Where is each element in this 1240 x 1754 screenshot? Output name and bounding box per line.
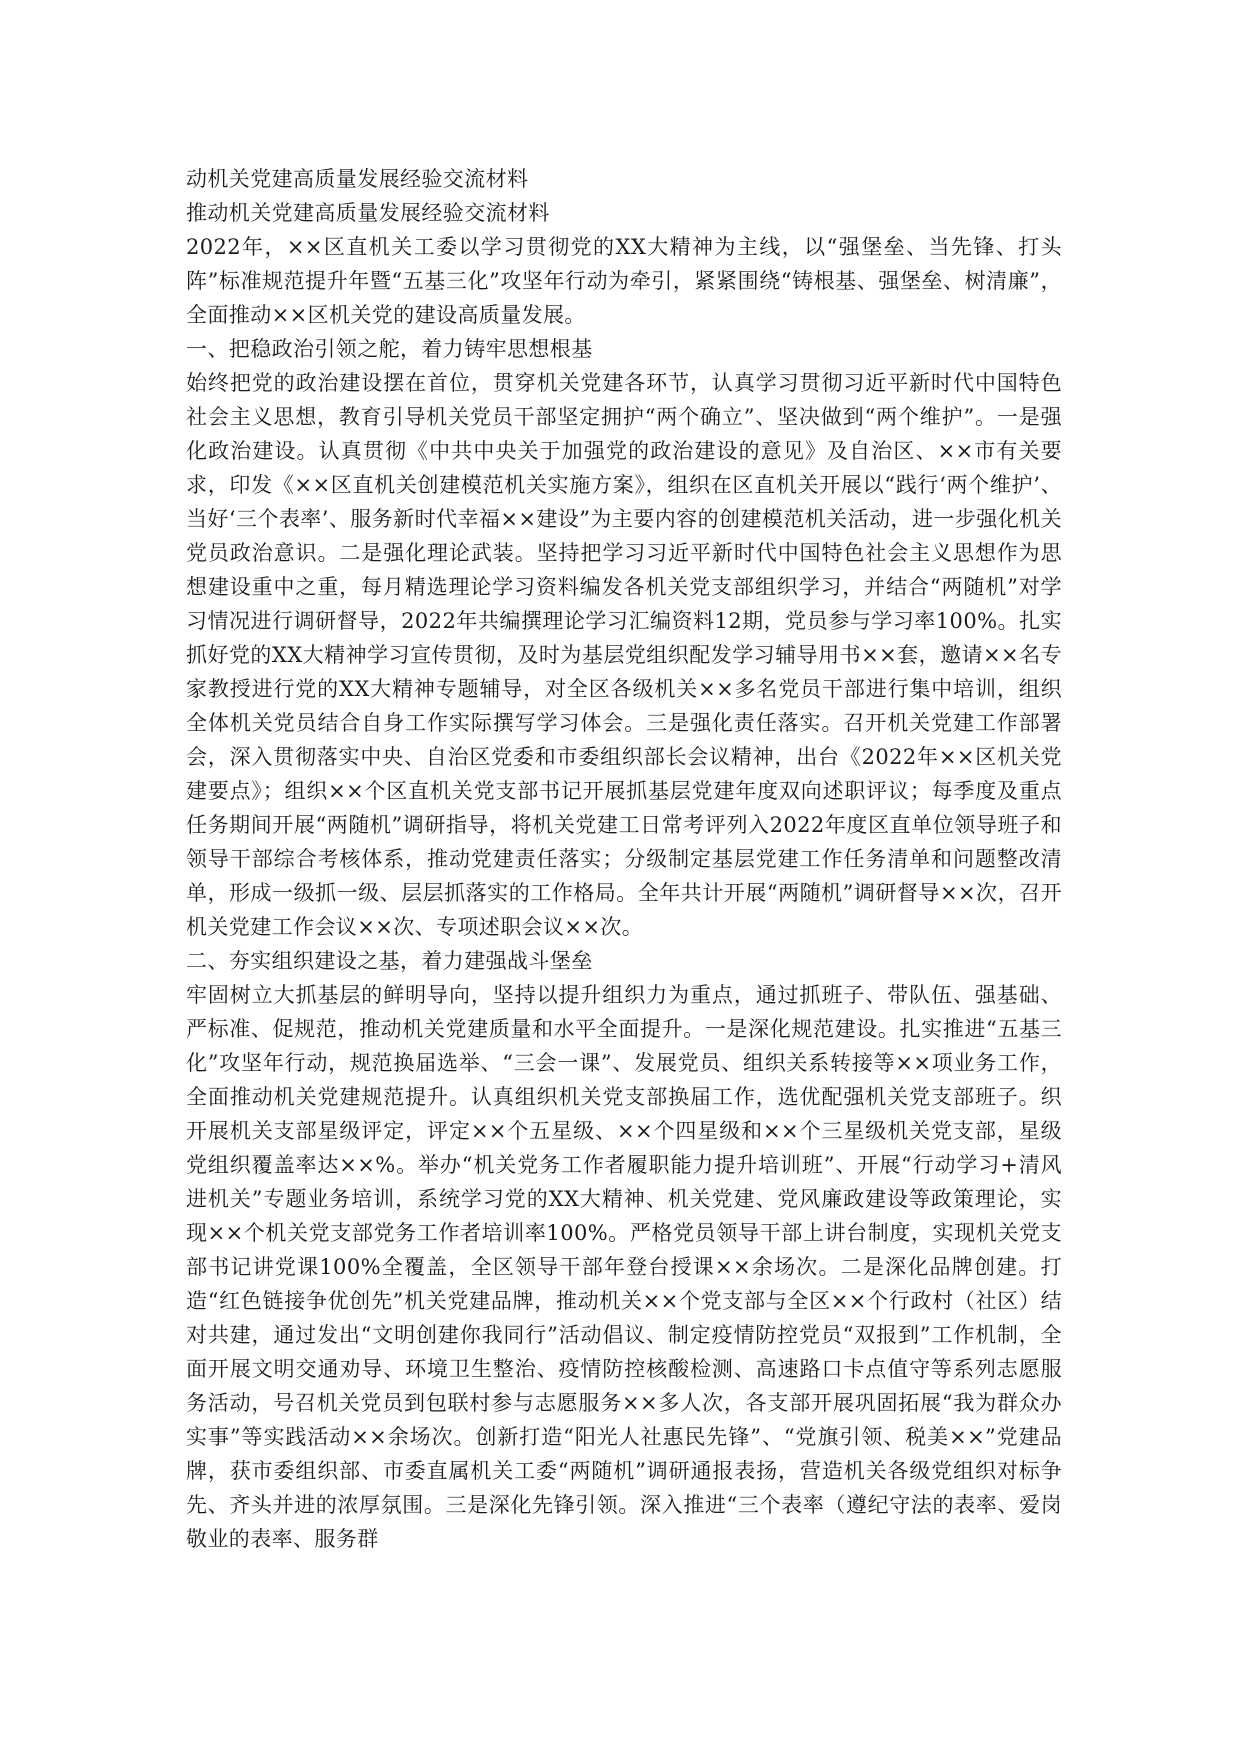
section-2-heading: 二、夯实组织建设之基，着力建强战斗堡垒 bbox=[186, 949, 593, 973]
document-page bbox=[186, 162, 1062, 1556]
section-1-heading: 一、把稳政治引领之舵，着力铸牢思想根基 bbox=[186, 337, 593, 361]
section-1-body: 始终把党的政治建设摆在首位，贯穿机关党建各环节，认真学习贯彻习近平新时代中国特色社会主义思想，教育引导机关党员干部坚定拥护“两个确立”、坚决做到“两个维护”。一是强化政治建设。认真贯彻《中共中央关于加强党的政治建设的意见》及自治区、××市有关要求，印发《××区直机关创建模范机关实施方案》，组织在区直机关开展以“践行‘两个维护’、当好‘三个表率’、服务新时代幸福××建设”为主要内容的创建模范机关活动，进一步强化机关党员政治意识。二是强化理论武装。坚持把学习习近平新时代中国特色社会主义思想作为思想建设重中之重，每月精选理论学习资料编发各机关党支部组织学习，并结合“两随机”对学习情况进行调研督导，2022年共编撰理论学习汇编资料12期，党员参与学习率100%。扎实抓好党的XX大精神学习宣传贯彻，及时为基层党组织配发学习辅导用书××套，邀请××名专家教授进行党的XX大精神专题辅导，对全区各级机关××多名党员干部进行集中培训，组织全体机关党员结合自身工作实际撰写学习体会。三是强化责任落实。召开机关党建工作部署会，深入贯彻落实中央、自治区党委和市委组织部长会议精神，出台《2022年××区机关党建要点》；组织××个区直机关党支部书记开展抓基层党建年度双向述职评议；每季度及重点任务期间开展“两随机”调研指导，将机关党建工日常考评列入2022年度区直单位领导班子和领导干部综合考核体系，推动党建责任落实；分级制定基层党建工作任务清单和问题整改清单，形成一级抓一级、层层抓落实的工作格局。全年共计开展“两随机”调研督导××次，召开机关党建工作会议××次、专项述职会议××次。 bbox=[186, 371, 1062, 939]
section-2-body: 牢固树立大抓基层的鲜明导向，坚持以提升组织力为重点，通过抓班子、带队伍、强基础、严标准、促规范，推动机关党建质量和水平全面提升。一是深化规范建设。扎实推进“五基三化”攻坚年行动，规范换届选举、“三会一课”、发展党员、组织关系转接等××项业务工作，全面推动机关党建规范提升。认真组织机关党支部换届工作，选优配强机关党支部班子。织开展机关支部星级评定，评定××个五星级、××个四星级和××个三星级机关党支部，星级党组织覆盖率达××%。举办“机关党务工作者履职能力提升培训班”、开展“行动学习+清风进机关”专题业务培训，系统学习党的XX大精神、机关党建、党风廉政建设等政策理论，实现××个机关党支部党务工作者培训率100%。严格党员领导干部上讲台制度，实现机关党支部书记讲党课100%全覆盖，全区领导干部年登台授课××余场次。二是深化品牌创建。打造“红色链接争优创先”机关党建品牌，推动机关××个党支部与全区××个行政村（社区）结对共建，通过发出“文明创建你我同行”活动倡议、制定疫情防控党员“双报到”工作机制，全面开展文明交通劝导、环境卫生整治、疫情防控核酸检测、高速路口卡点值守等系列志愿服务活动，号召机关党员到包联村参与志愿服务××多人次，各支部开展巩固拓展“我为群众办实事”等实践活动××余场次。创新打造“阳光人社惠民先锋”、“党旗引领、税美××”党建品牌，获市委组织部、市委直属机关工委“两随机”调研通报表扬，营造机关各级党组织对标争先、齐头并进的浓厚氛围。三是深化先锋引领。深入推进“三个表率（遵纪守法的表率、爱岗敬业的表率、服务群 bbox=[186, 983, 1062, 1551]
intro-paragraph: 2022年，××区直机关工委以学习贯彻党的XX大精神为主线，以“强堡垒、当先锋、打头阵”标准规范提升年暨“五基三化”攻坚年行动为牵引，紧紧围绕“铸根基、强堡垒、树清廉”，全面推动××区机关党的建设高质量发展。 bbox=[186, 235, 1062, 327]
document-title-truncated: 动机关党建高质量发展经验交流材料 bbox=[186, 167, 529, 191]
document-title: 推动机关党建高质量发展经验交流材料 bbox=[186, 201, 550, 225]
